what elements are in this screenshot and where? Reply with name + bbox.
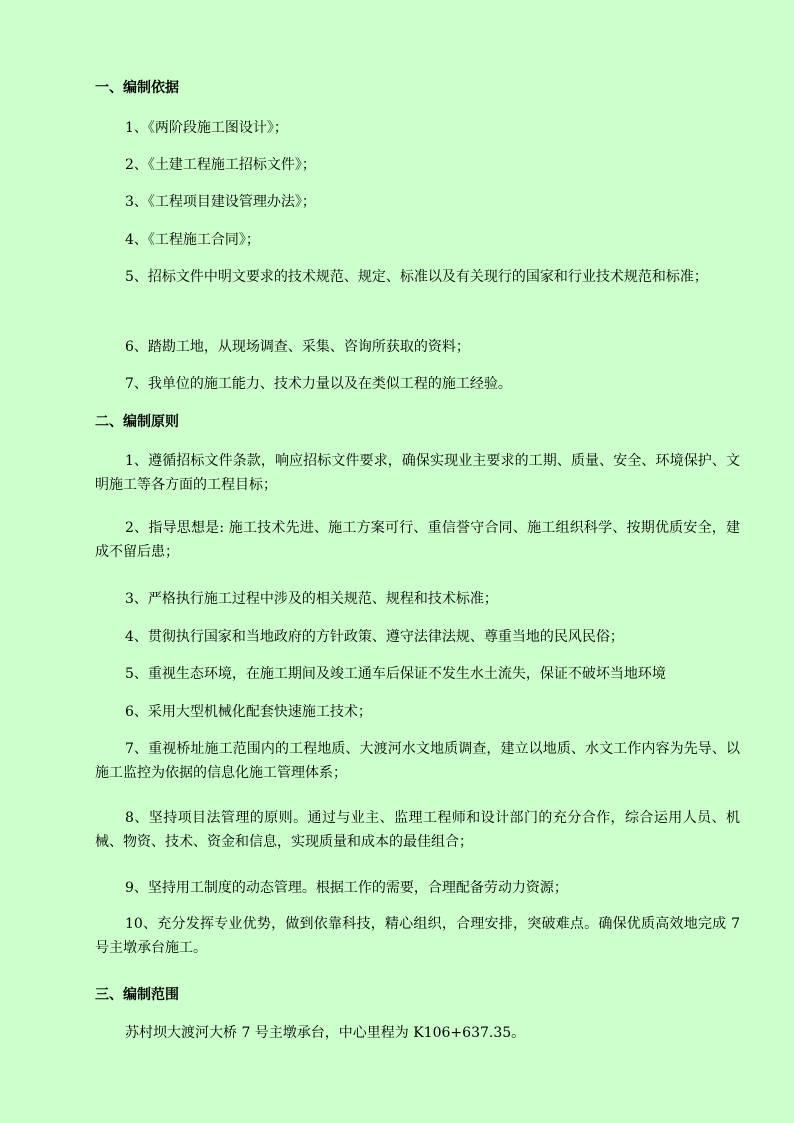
basis-item-4: 4、《工程施工合同》；	[125, 232, 260, 248]
section-heading-basis: 一、编制依据	[95, 80, 179, 96]
basis-item-6: 6、踏勘工地，从现场调查、采集、咨询所获取的资料；	[125, 339, 470, 355]
basis-item-7: 7、我单位的施工能力、技术力量以及在类似工程的施工经验。	[125, 376, 512, 392]
principle-item-10: 10、充分发挥专业优势，做到依靠科技，精心组织，合理安排，突破难点。确保优质高效地完成 7 号主墩承台施工。	[95, 916, 740, 956]
basis-item-3: 3、《工程项目建设管理办法》；	[125, 194, 316, 210]
principle-item-1: 1、遵循招标文件条款，响应招标文件要求，确保实现业主要求的工期、质量、安全、环境保护、文明施工等各方面的工程目标；	[95, 453, 740, 493]
basis-item-1: 1、《两阶段施工图设计》；	[125, 120, 288, 136]
basis-item-2: 2、《土建工程施工招标文件》；	[125, 157, 316, 173]
section-heading-scope: 三、编制范围	[95, 987, 179, 1003]
principle-item-2: 2、指导思想是: 施工技术先进、施工方案可行、重信誉守合同、施工组织科学、按期优质安全，建成不留后患；	[95, 520, 740, 560]
principle-item-9: 9、坚持用工制度的动态管理。根据工作的需要，合理配备劳动力资源；	[125, 880, 568, 896]
scope-text: 苏村坝大渡河大桥 7 号主墩承台，中心里程为 K106+637.35。	[125, 1025, 526, 1041]
principle-item-8: 8、坚持项目法管理的原则。通过与业主、监理工程师和设计部门的充分合作，综合运用人员、机械、物资、技术、资金和信息，实现质量和成本的最佳组合；	[95, 810, 740, 850]
principle-item-6: 6、采用大型机械化配套快速施工技术；	[125, 704, 372, 720]
principle-item-7: 7、重视桥址施工范围内的工程地质、大渡河水文地质调查，建立以地质、水文工作内容为先导、以施工监控为依据的信息化施工管理体系；	[95, 741, 740, 781]
section-heading-principles: 二、编制原则	[95, 414, 179, 430]
principle-item-4: 4、贯彻执行国家和当地政府的方针政策、遵守法律法规、尊重当地的民风民俗；	[125, 629, 624, 645]
principle-item-3: 3、严格执行施工过程中涉及的相关规范、规程和技术标准；	[125, 591, 498, 607]
basis-item-5: 5、招标文件中明文要求的技术规范、规定、标准以及有关现行的国家和行业技术规范和标准；	[125, 269, 708, 285]
principle-item-5: 5、重视生态环境，在施工期间及竣工通车后保证不发生水土流失，保证不破坏当地环境	[125, 666, 666, 682]
